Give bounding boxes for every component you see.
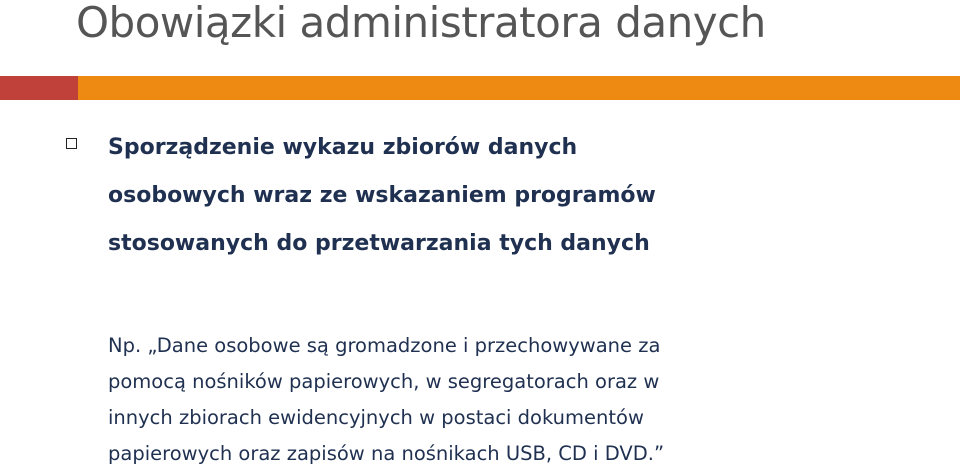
bullet-line: osobowych wraz ze wskazaniem programów [108, 183, 656, 208]
slide-title: Obowiązki administratora danych [76, 0, 766, 47]
bullet-line: Sporządzenie wykazu zbiorów danych [108, 135, 578, 160]
example-line: pomocą nośników papierowych, w segregatorach oraz w [108, 370, 660, 393]
example-line: Np. „Dane osobowe są gromadzone i przechowywane za [108, 334, 661, 357]
title-underline-bar [0, 76, 960, 100]
example-text [108, 328, 948, 472]
bullet-line: stosowanych do przetwarzania tych danych [108, 231, 650, 256]
empty-square-bullet-icon [66, 138, 77, 149]
example-line: innych zbiorach ewidencyjnych w postaci dokumentów [108, 406, 644, 429]
bullet-text [108, 124, 928, 268]
example-line: papierowych oraz zapisów na nośnikach USB, CD i DVD.” [108, 442, 665, 465]
title-underline-accent [0, 76, 78, 100]
